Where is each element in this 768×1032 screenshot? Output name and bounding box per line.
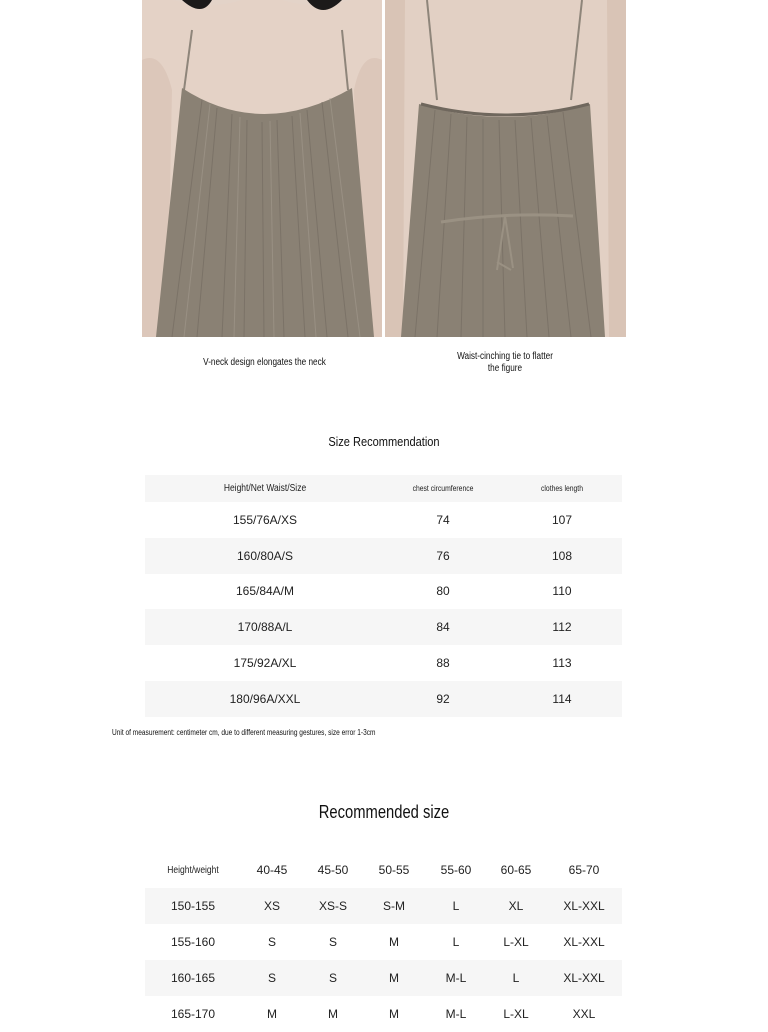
table-cell: 150-155	[170, 899, 216, 913]
table-cell: M	[389, 1007, 399, 1021]
table-cell: 108	[551, 548, 573, 563]
dress-back-illustration	[385, 0, 626, 337]
header-chest: chest circumference	[412, 483, 474, 493]
table-cell: 112	[552, 620, 572, 635]
table-cell: XL-XXL	[563, 971, 605, 985]
table-cell: 88	[436, 656, 450, 671]
table-cell: XS	[263, 899, 280, 913]
table-cell: 107	[551, 512, 573, 527]
size-recommendation-title: Size Recommendation	[328, 434, 440, 449]
table-cell: XL-XXL	[563, 899, 605, 913]
table-cell: 74	[436, 512, 450, 527]
table-cell: S	[328, 935, 337, 949]
table-cell: XL	[508, 899, 524, 913]
table-row	[145, 645, 622, 681]
table-cell: 180/96A/XXL	[229, 691, 301, 706]
table-cell: XXL	[572, 1007, 596, 1021]
table-cell: 110	[552, 584, 572, 599]
table-cell: M	[389, 935, 399, 949]
header-height-waist-size: Height/Net Waist/Size	[223, 482, 307, 494]
size-recommendation-table	[145, 475, 622, 717]
caption-v-neck: V-neck design elongates the neck	[203, 357, 326, 368]
recommended-size-table	[145, 852, 622, 1032]
table-row	[145, 574, 622, 610]
recommended-size-title: Recommended size	[318, 802, 450, 822]
dress-front-illustration	[142, 0, 382, 337]
table-cell: L-XL	[503, 1007, 529, 1021]
table-row	[145, 502, 622, 538]
caption-waist-tie: Waist-cinching tie to flatter the figure	[457, 351, 553, 374]
table-cell: S	[267, 935, 276, 949]
table-cell: M	[328, 1007, 338, 1021]
table-cell: L-XL	[503, 935, 529, 949]
header-weight-range: 40-45	[256, 863, 288, 877]
table-header-row	[145, 475, 622, 502]
table-cell: 165/84A/M	[235, 584, 295, 599]
table-cell: L	[452, 899, 460, 913]
table-cell: 165-170	[170, 1007, 216, 1021]
table-cell: XS-S	[318, 899, 347, 913]
table-cell: S	[328, 971, 337, 985]
table-row	[145, 924, 622, 960]
table-cell: M-L	[445, 971, 467, 985]
table-cell: L	[512, 971, 520, 985]
header-weight-range: 65-70	[568, 863, 600, 877]
table-cell: 92	[436, 691, 450, 706]
table-cell: 84	[436, 620, 450, 635]
table-header-row	[145, 852, 622, 888]
table-cell: 114	[552, 691, 572, 706]
measurement-note: Unit of measurement: centimeter cm, due to different measuring gestures, size error 1-3cm	[112, 728, 376, 737]
table-cell: XL-XXL	[563, 935, 605, 949]
header-weight-range: 50-55	[378, 863, 410, 877]
header-height-weight: Height/weight	[167, 864, 219, 876]
table-cell: 160-165	[170, 971, 216, 985]
table-cell: S	[267, 971, 276, 985]
table-row	[145, 681, 622, 717]
table-row	[145, 888, 622, 924]
table-row	[145, 609, 622, 645]
header-weight-range: 60-65	[500, 863, 532, 877]
table-cell: 155/76A/XS	[232, 512, 298, 527]
table-cell: 160/80A/S	[236, 548, 294, 563]
table-cell: M	[389, 971, 399, 985]
table-row	[145, 996, 622, 1032]
table-cell: M-L	[445, 1007, 467, 1021]
header-length: clothes length	[541, 483, 583, 493]
product-photos	[142, 0, 626, 337]
dress-back-photo	[385, 0, 626, 337]
table-cell: 80	[436, 584, 450, 599]
table-cell: 170/88A/L	[237, 620, 293, 635]
table-row	[145, 538, 622, 574]
table-cell: L	[452, 935, 460, 949]
table-cell: 113	[552, 656, 572, 671]
table-cell: S-M	[383, 899, 405, 913]
table-cell: 155-160	[170, 935, 216, 949]
table-cell: 76	[436, 548, 450, 563]
header-weight-range: 55-60	[440, 863, 472, 877]
table-row	[145, 960, 622, 996]
table-cell: 175/92A/XL	[233, 656, 297, 671]
table-cell: M	[267, 1007, 277, 1021]
dress-front-photo	[142, 0, 382, 337]
header-weight-range: 45-50	[317, 863, 349, 877]
